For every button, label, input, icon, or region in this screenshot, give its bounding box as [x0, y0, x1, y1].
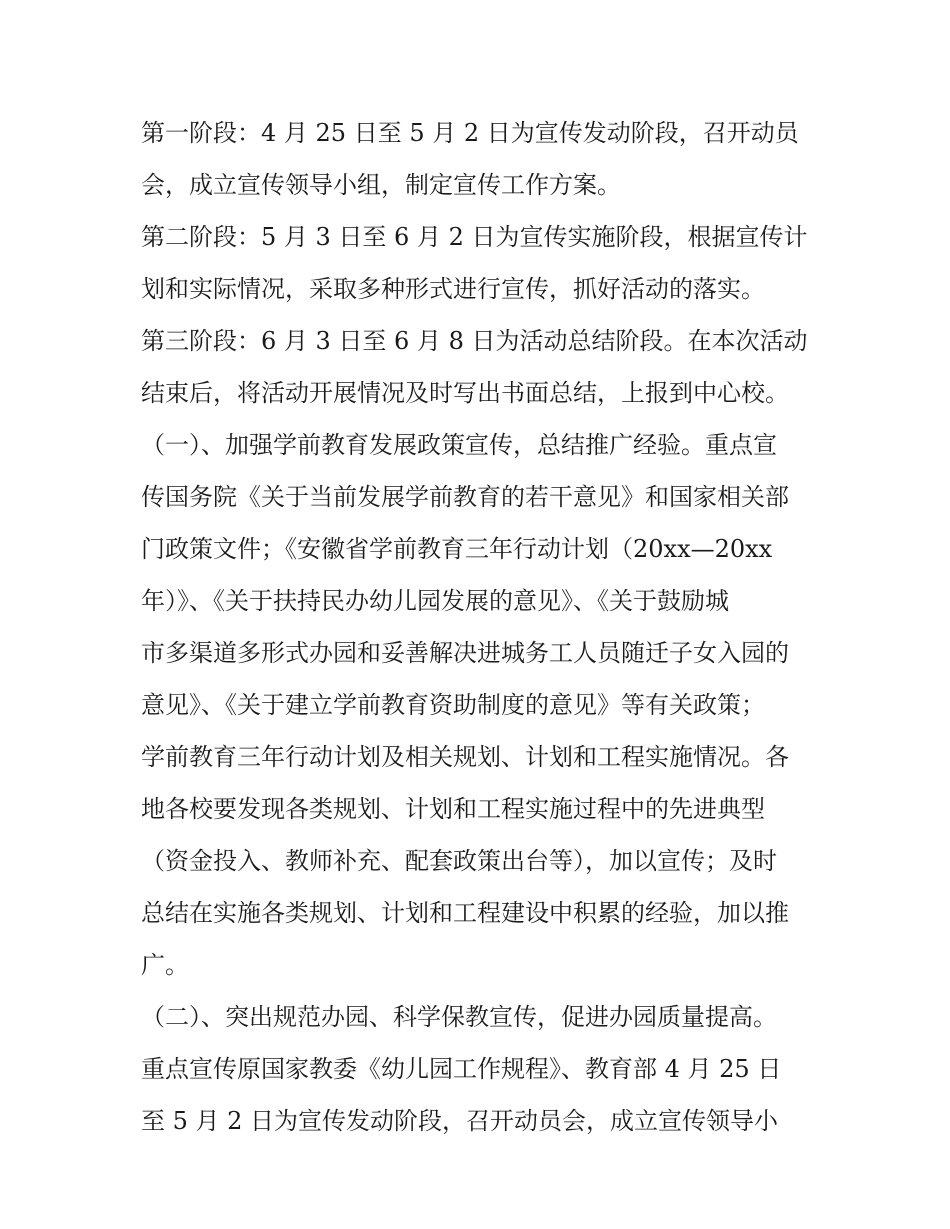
- text-line-section-one-b: 传国务院《关于当前发展学前教育的若干意见》和国家相关部: [141, 483, 789, 511]
- text-line-section-two-a: （二）、突出规范办园、科学保教宣传，促进办园质量提高。: [141, 1003, 777, 1031]
- text-line-section-one-h: 地各校要发现各类规划、计划和工程实施过程中的先进典型: [141, 795, 765, 823]
- text-line-stage-one-a: 第一阶段：4 月 25 日至 5 月 2 日为宣传发动阶段，召开动员: [141, 119, 799, 147]
- text-line-stage-two-b: 划和实际情况，采取多种形式进行宣传，抓好活动的落实。: [141, 275, 765, 303]
- document-body: [141, 107, 821, 1147]
- text-line-stage-two-a: 第二阶段：5 月 3 日至 6 月 2 日为宣传实施阶段，根据宣传计: [141, 223, 808, 251]
- text-line-section-one-c: 门政策文件；《安徽省学前教育三年行动计划（20xx—20xx: [141, 535, 773, 563]
- text-line-section-one-f: 意见》、《关于建立学前教育资助制度的意见》等有关政策；: [141, 691, 765, 719]
- text-line-section-one-e: 市多渠道多形式办园和妥善解决进城务工人员随迁子女入园的: [141, 639, 789, 667]
- text-line-section-one-j: 总结在实施各类规划、计划和工程建设中积累的经验，加以推: [141, 899, 789, 927]
- text-line-section-one-g: 学前教育三年行动计划及相关规划、计划和工程实施情况。各: [141, 743, 789, 771]
- text-line-section-one-i: （资金投入、教师补充、配套政策出台等），加以宣传；及时: [141, 847, 777, 875]
- text-line-stage-one-b: 会，成立宣传领导小组，制定宣传工作方案。: [141, 171, 621, 199]
- text-line-section-two-c: 至 5 月 2 日为宣传发动阶段，召开动员会，成立宣传领导小: [141, 1107, 779, 1135]
- text-line-section-one-a: （一）、加强学前教育发展政策宣传，总结推广经验。重点宣: [141, 431, 777, 459]
- text-line-stage-three-a: 第三阶段：6 月 3 日至 6 月 8 日为活动总结阶段。在本次活动: [141, 327, 808, 355]
- text-line-section-one-d: 年）》、《关于扶持民办幼儿园发展的意见》、《关于鼓励城: [141, 587, 729, 615]
- text-line-section-one-k: 广。: [141, 951, 189, 979]
- text-line-section-two-b: 重点宣传原国家教委《幼儿园工作规程》、教育部 4 月 25 日: [141, 1055, 782, 1083]
- text-line-stage-three-b: 结束后，将活动开展情况及时写出书面总结，上报到中心校。: [141, 379, 789, 407]
